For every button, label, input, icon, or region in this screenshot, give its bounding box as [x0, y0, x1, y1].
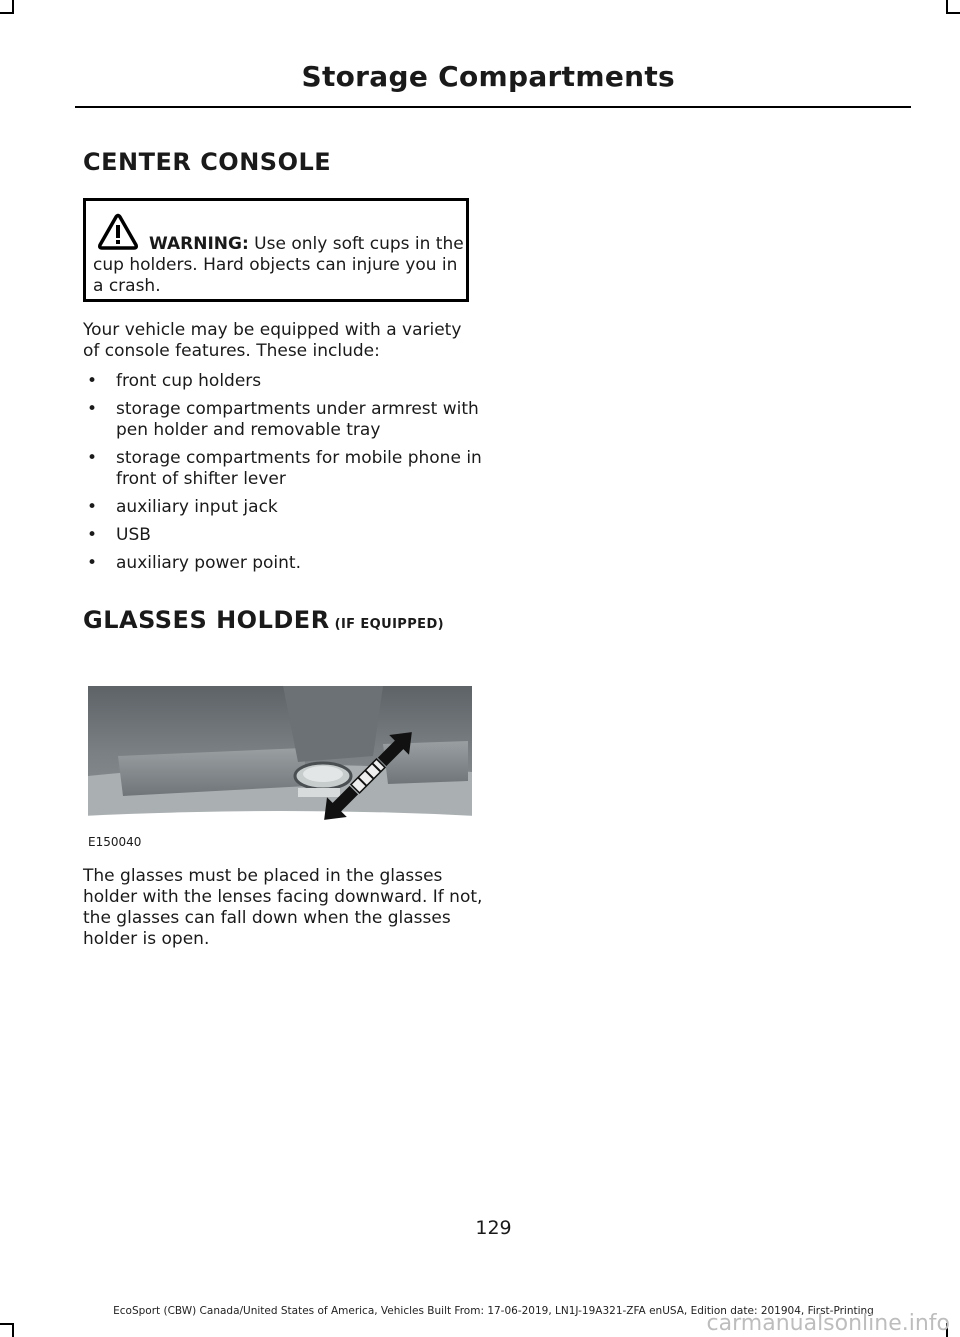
console-feature-list — [83, 371, 483, 581]
section-heading-center-console: CENTER CONSOLE — [83, 148, 332, 176]
warning-label: WARNING: — [149, 234, 249, 254]
crop-mark — [0, 1323, 14, 1325]
warning-box — [83, 198, 469, 302]
glasses-holder-text: The glasses must be placed in the glasses holder with the lenses facing downward. If not, the glasses can fall down when the glasses holder is open. — [83, 866, 483, 949]
page-number: 129 — [475, 1217, 512, 1239]
warning-text — [93, 234, 468, 297]
list-item: • auxiliary power point. — [83, 553, 483, 574]
list-item: • storage compartments under armrest with pen holder and removable tray — [83, 399, 483, 441]
list-item: • storage compartments for mobile phone in front of shifter lever — [83, 448, 483, 490]
crop-mark — [946, 12, 960, 14]
warning-message: Use only soft cups in the cup holders. Hard objects can injure you in a crash. — [93, 234, 464, 296]
console-intro: Your vehicle may be equipped with a variety of console features. These include: — [83, 320, 462, 361]
glasses-heading-text: GLASSES HOLDER — [83, 606, 330, 634]
watermark: carmanualsonline.info — [706, 1311, 950, 1336]
page-title: Storage Compartments — [301, 60, 675, 93]
edition-footer: EcoSport (CBW) Canada/United States of America, Vehicles Built From: 17-06-2019, LN1J-19A321-ZFA enUSA, Edition date: 201904, First-Printing — [113, 1305, 874, 1317]
crop-mark — [12, 1323, 14, 1337]
crop-mark — [0, 12, 12, 14]
glasses-heading-note: (IF EQUIPPED) — [329, 617, 444, 632]
list-item: • auxiliary input jack — [83, 497, 483, 518]
list-item: • front cup holders — [83, 371, 483, 392]
section-heading-glasses-holder — [83, 606, 444, 634]
header-divider — [75, 106, 911, 108]
list-item: • USB — [83, 525, 483, 546]
figure-id: E150040 — [88, 835, 142, 849]
glasses-holder-illustration — [83, 686, 476, 851]
crop-mark — [12, 0, 14, 14]
